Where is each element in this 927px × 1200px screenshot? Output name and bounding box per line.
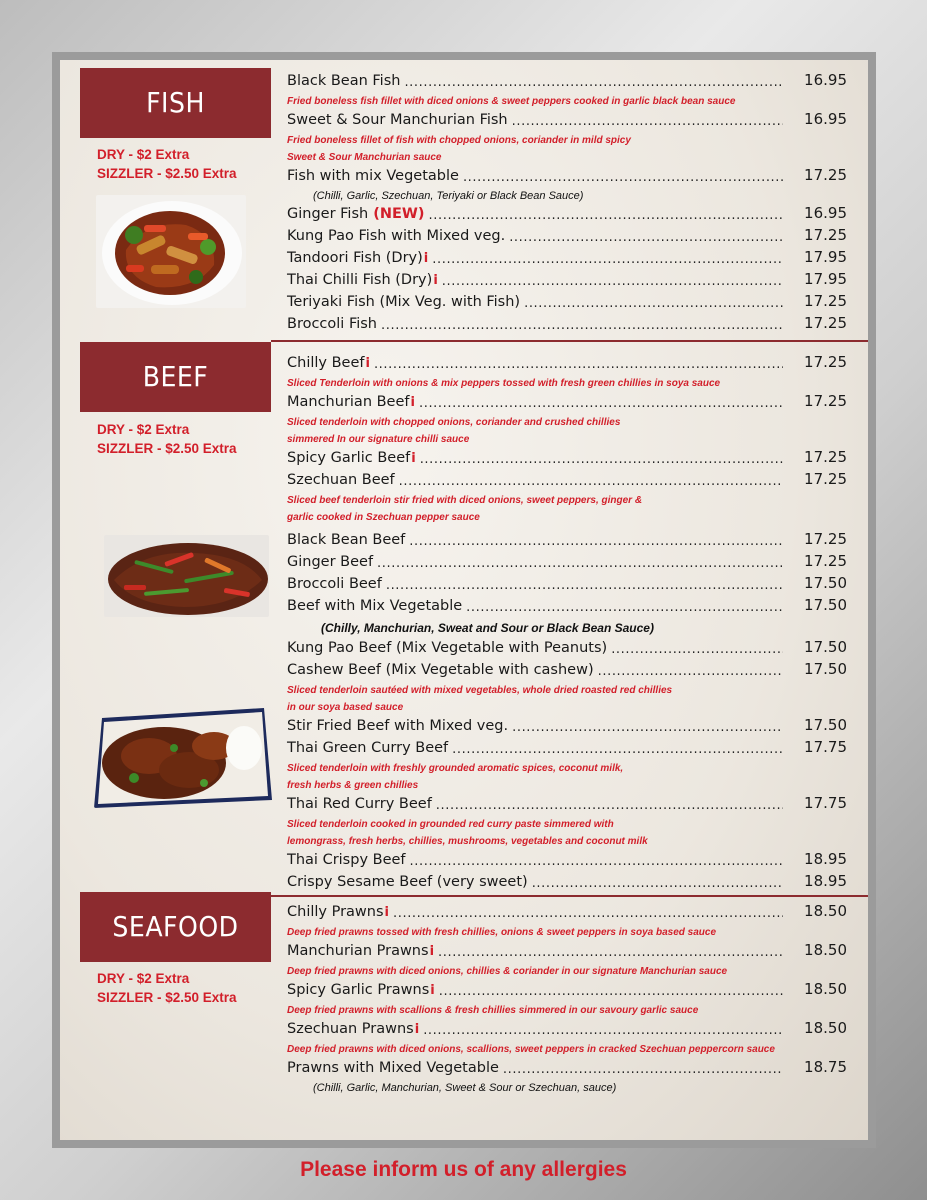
leader-dots — [420, 451, 783, 466]
leader-dots — [419, 395, 783, 410]
item-description: Sliced tenderloin with freshly grounded aromatic spices, coconut milk, — [287, 763, 624, 774]
sizzler-extra: SIZZLER - $2.50 Extra — [97, 990, 237, 1005]
item-price: 17.25 — [804, 353, 847, 371]
menu-item — [287, 470, 847, 526]
chili-pepper-icon: i — [414, 1022, 420, 1037]
item-name: Thai Red Curry Beef — [287, 796, 432, 812]
menu-item-row — [287, 470, 847, 492]
item-line — [287, 850, 847, 872]
item-line — [287, 392, 847, 414]
item-price: 16.95 — [804, 71, 847, 89]
leader-dots — [386, 577, 783, 592]
leader-dots — [452, 741, 783, 756]
item-line — [287, 794, 847, 816]
leader-dots — [432, 251, 783, 266]
leader-dots — [598, 663, 783, 678]
leader-dots — [442, 273, 783, 288]
chili-pepper-icon: i — [430, 983, 435, 998]
item-name: Ginger Fish — [287, 206, 369, 222]
dry-extra: DRY - $2 Extra — [97, 971, 190, 986]
sauce-options: (Chilli, Garlic, Szechuan, Teriyaki or Black Bean Sauce) — [313, 190, 584, 202]
menu-item-row — [287, 1019, 847, 1041]
item-line — [287, 660, 847, 682]
chili-pepper-icon: i — [411, 451, 416, 466]
fish-dish-photo — [96, 195, 246, 308]
item-name: Black Bean Fish — [287, 73, 401, 89]
item-line — [287, 738, 847, 760]
menu-item-row — [287, 574, 847, 596]
item-price: 17.50 — [804, 596, 847, 614]
menu-item-row — [287, 850, 847, 872]
menu-item — [287, 204, 847, 226]
leader-dots — [404, 74, 783, 89]
item-line — [287, 448, 847, 470]
menu-item-row — [287, 270, 847, 292]
leader-dots — [509, 229, 783, 244]
item-line — [287, 110, 847, 132]
menu-item — [287, 1019, 847, 1058]
leader-dots — [436, 797, 783, 812]
leader-dots — [466, 599, 783, 614]
item-line — [287, 248, 847, 270]
menu-item-row — [287, 716, 847, 738]
item-price: 18.50 — [804, 941, 847, 959]
item-description: garlic cooked in Szechuan pepper sauce — [287, 512, 480, 523]
leader-dots — [423, 1022, 783, 1037]
item-line — [287, 872, 847, 894]
menu-item — [287, 738, 847, 794]
item-line — [287, 1058, 847, 1080]
item-line — [287, 574, 847, 596]
item-line — [287, 552, 847, 574]
item-price: 17.25 — [804, 470, 847, 488]
item-description: Deep fried prawns tossed with fresh chillies, onions & sweet peppers in soya based sauce — [287, 927, 717, 938]
chili-pepper-icon: i — [429, 944, 435, 959]
item-description: Deep fried prawns with diced onions, scallions, sweet peppers in cracked Szechuan peppercorn sauce — [287, 1044, 775, 1055]
menu-item — [287, 314, 847, 336]
menu-item — [287, 166, 847, 204]
item-line — [287, 530, 847, 552]
leader-dots — [512, 113, 783, 128]
leader-dots — [377, 555, 783, 570]
item-name: Sweet & Sour Manchurian Fish — [287, 112, 508, 128]
item-name: Manchurian Prawns — [287, 943, 429, 959]
menu-item — [287, 574, 847, 596]
item-price: 17.25 — [804, 314, 847, 332]
item-line — [287, 1019, 847, 1041]
item-name: Tandoori Fish (Dry) — [287, 250, 423, 266]
item-description: Sliced beef tenderloin stir fried with diced onions, sweet peppers, ginger & — [287, 495, 643, 506]
menu-item — [287, 71, 847, 110]
item-price: 17.50 — [804, 716, 847, 734]
menu-item — [287, 552, 847, 574]
fish-items — [287, 71, 847, 336]
item-name: Black Bean Beef — [287, 532, 406, 548]
menu-item-row — [287, 552, 847, 574]
menu-item-row — [287, 980, 847, 1002]
item-name: Szechuan Beef — [287, 472, 395, 488]
item-description: Sliced tenderloin with chopped onions, coriander and crushed chillies — [287, 417, 621, 428]
item-line — [287, 941, 847, 963]
item-price: 17.25 — [804, 552, 847, 570]
item-price: 17.50 — [804, 660, 847, 678]
menu-item-row — [287, 166, 847, 188]
menu-item — [287, 1058, 847, 1096]
item-price: 17.25 — [804, 530, 847, 548]
item-price: 18.95 — [804, 872, 847, 890]
item-line — [287, 638, 847, 660]
menu-item — [287, 638, 847, 660]
menu-item-row — [287, 738, 847, 760]
menu-item-row — [287, 660, 847, 682]
chili-pepper-icon: i — [365, 356, 370, 371]
menu-item-row — [287, 314, 847, 336]
item-price: 17.50 — [804, 638, 847, 656]
item-name: Stir Fried Beef with Mixed veg. — [287, 718, 509, 734]
item-name: Spicy Garlic Prawns — [287, 982, 430, 998]
item-name: Cashew Beef (Mix Vegetable with cashew) — [287, 662, 594, 678]
chili-pepper-icon: i — [423, 251, 429, 266]
sizzler-extra: SIZZLER - $2.50 Extra — [97, 166, 237, 181]
chili-pepper-icon: i — [410, 395, 415, 410]
menu-item — [287, 110, 847, 166]
item-price: 16.95 — [804, 110, 847, 128]
item-price: 17.95 — [804, 248, 847, 266]
menu-item-row — [287, 110, 847, 132]
menu-item — [287, 660, 847, 716]
section-title: BEEF — [80, 342, 271, 412]
item-description: Deep fried prawns with diced onions, chillies & coriander in our signature Manchurian sauce — [287, 966, 728, 977]
item-name: Ginger Beef — [287, 554, 374, 570]
sauce-options: (Chilly, Manchurian, Sweat and Sour or Black Bean Sauce) — [321, 621, 654, 635]
leader-dots — [438, 944, 783, 959]
leader-dots — [410, 853, 783, 868]
menu-item — [287, 292, 847, 314]
beef-dish-photo — [104, 535, 269, 617]
item-name: Kung Pao Fish with Mixed veg. — [287, 228, 506, 244]
leader-dots — [439, 983, 783, 998]
item-description: Sweet & Sour Manchurian sauce — [287, 152, 442, 163]
item-name: Broccoli Beef — [287, 576, 382, 592]
leader-dots — [429, 207, 783, 222]
item-price: 18.50 — [804, 902, 847, 920]
item-name: Thai Green Curry Beef — [287, 740, 449, 756]
item-name: Spicy Garlic Beef — [287, 450, 411, 466]
leader-dots — [381, 317, 783, 332]
menu-page — [60, 60, 868, 1140]
item-line — [287, 71, 847, 93]
item-line — [287, 166, 847, 188]
chili-pepper-icon: i — [384, 905, 389, 920]
menu-item-row — [287, 638, 847, 660]
menu-item — [287, 902, 847, 941]
item-price: 18.95 — [804, 850, 847, 868]
leader-dots — [374, 356, 783, 371]
menu-item — [287, 353, 847, 392]
menu-item-row — [287, 392, 847, 414]
menu-item-row — [287, 248, 847, 270]
menu-item — [287, 850, 847, 872]
menu-item-row — [287, 448, 847, 470]
menu-item — [287, 980, 847, 1019]
section-title: SEAFOOD — [80, 892, 271, 962]
item-price: 18.50 — [804, 1019, 847, 1037]
item-name: Manchurian Beef — [287, 394, 410, 410]
item-description: Fried boneless fillet of fish with chopped onions, coriander in mild spicy — [287, 135, 631, 146]
item-line — [287, 292, 847, 314]
leader-dots — [524, 295, 783, 310]
item-name: Prawns with Mixed Vegetable — [287, 1060, 499, 1076]
menu-item-row — [287, 872, 847, 894]
menu-item-row — [287, 941, 847, 963]
dry-extra: DRY - $2 Extra — [97, 147, 190, 162]
chili-pepper-icon: i — [433, 273, 438, 288]
item-price: 17.50 — [804, 574, 847, 592]
menu-item — [287, 941, 847, 980]
leader-dots — [393, 905, 783, 920]
allergy-notice: Please inform us of any allergies — [300, 1158, 627, 1181]
item-line — [287, 204, 847, 226]
extras-note — [97, 145, 237, 183]
item-line — [287, 314, 847, 336]
item-line — [287, 270, 847, 292]
item-name: Thai Chilli Fish (Dry) — [287, 272, 433, 288]
leader-dots — [532, 875, 783, 890]
menu-item-row — [287, 292, 847, 314]
item-price: 17.25 — [804, 448, 847, 466]
extras-note — [97, 969, 237, 1007]
item-line — [287, 902, 847, 924]
item-name: Fish with mix Vegetable — [287, 168, 459, 184]
item-name: Szechuan Prawns — [287, 1021, 414, 1037]
menu-item — [287, 270, 847, 292]
item-name: Teriyaki Fish (Mix Veg. with Fish) — [287, 294, 521, 310]
item-description: in our soya based sauce — [287, 702, 404, 713]
extras-note — [97, 420, 237, 458]
menu-item-row — [287, 902, 847, 924]
item-description: lemongrass, fresh herbs, chillies, mushrooms, vegetables and coconut milk — [287, 836, 648, 847]
item-line — [287, 980, 847, 1002]
item-price: 17.75 — [804, 738, 847, 756]
leader-dots — [409, 533, 783, 548]
item-price: 17.95 — [804, 270, 847, 288]
menu-item — [287, 716, 847, 738]
menu-item-row — [287, 353, 847, 375]
section-divider — [271, 895, 868, 897]
menu-item — [287, 530, 847, 552]
item-price: 17.25 — [804, 226, 847, 244]
beef-items — [287, 353, 847, 894]
item-name: Crispy Sesame Beef (very sweet) — [287, 874, 528, 890]
item-description: fresh herbs & green chillies — [287, 780, 419, 791]
item-line — [287, 226, 847, 248]
item-price: 16.95 — [804, 204, 847, 222]
item-name: Thai Crispy Beef — [287, 852, 406, 868]
item-description: simmered In our signature chilli sauce — [287, 434, 470, 445]
menu-item-row — [287, 226, 847, 248]
menu-item — [287, 448, 847, 470]
item-price: 17.25 — [804, 292, 847, 310]
menu-item-row — [287, 794, 847, 816]
item-description: Sliced tenderloin sautéed with mixed vegetables, whole dried roasted red chillies — [287, 685, 673, 696]
sauce-options: (Chilli, Garlic, Manchurian, Sweet & Sour or Szechuan, sauce) — [313, 1082, 617, 1094]
menu-item — [287, 392, 847, 448]
leader-dots — [463, 169, 783, 184]
item-line — [287, 596, 847, 618]
item-name: Chilly Beef — [287, 355, 365, 371]
menu-item — [287, 248, 847, 270]
menu-item-row — [287, 596, 847, 618]
item-name: Chilly Prawns — [287, 904, 384, 920]
beef-dish-photo-2 — [94, 708, 272, 808]
item-description: Fried boneless fish fillet with diced onions & sweet peppers cooked in garlic black bean sauce — [287, 96, 736, 107]
item-description: Deep fried prawns with scallions & fresh chillies simmered in our savoury garlic sauce — [287, 1005, 699, 1016]
sizzler-extra: SIZZLER - $2.50 Extra — [97, 441, 237, 456]
menu-item — [287, 596, 847, 638]
leader-dots — [512, 719, 783, 734]
item-line — [287, 716, 847, 738]
seafood-items — [287, 902, 847, 1096]
menu-item-row — [287, 204, 847, 226]
item-description: Sliced tenderloin cooked in grounded red curry paste simmered with — [287, 819, 614, 830]
item-price: 18.75 — [804, 1058, 847, 1076]
leader-dots — [503, 1061, 783, 1076]
section-title: FISH — [80, 68, 271, 138]
item-price: 17.75 — [804, 794, 847, 812]
section-divider — [271, 340, 868, 342]
item-price: 17.25 — [804, 166, 847, 184]
new-badge: (NEW) — [373, 206, 425, 222]
menu-item — [287, 226, 847, 248]
item-price: 17.25 — [804, 392, 847, 410]
menu-item — [287, 872, 847, 894]
item-price: 18.50 — [804, 980, 847, 998]
item-name: Broccoli Fish — [287, 316, 378, 332]
menu-item-row — [287, 1058, 847, 1080]
item-line — [287, 353, 847, 375]
item-name: Kung Pao Beef (Mix Vegetable with Peanuts) — [287, 640, 608, 656]
item-name: Beef with Mix Vegetable — [287, 598, 463, 614]
dry-extra: DRY - $2 Extra — [97, 422, 190, 437]
menu-item-row — [287, 71, 847, 93]
menu-item-row — [287, 530, 847, 552]
item-description: Sliced Tenderloin with onions & mix peppers tossed with fresh green chillies in soya sauce — [287, 378, 721, 389]
menu-item — [287, 794, 847, 850]
item-line — [287, 470, 847, 492]
leader-dots — [611, 641, 783, 656]
menu-frame — [52, 52, 876, 1148]
leader-dots — [399, 473, 783, 488]
